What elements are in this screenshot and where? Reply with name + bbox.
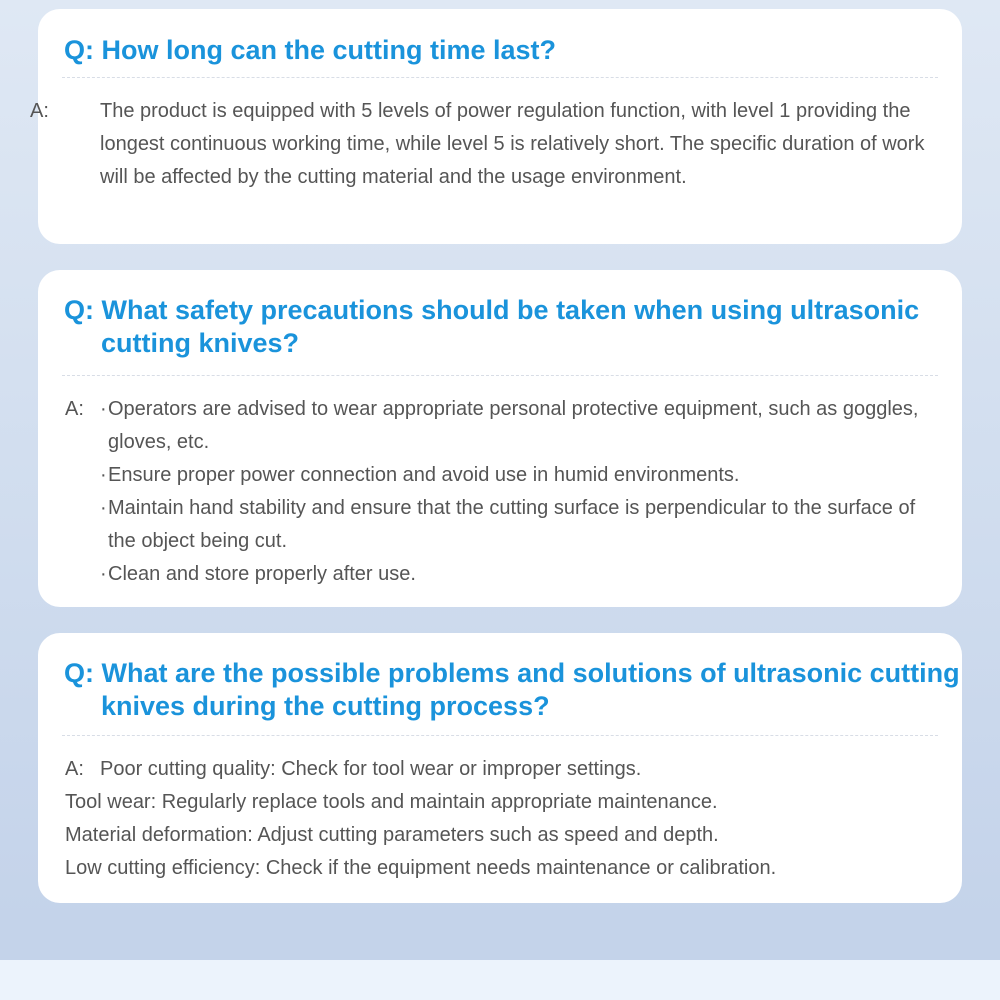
list-item: ·Maintain hand stability and ensure that the cutting surface is perpendicular to the surface of the object being cut. xyxy=(100,492,938,558)
list-item: ·Ensure proper power connection and avoid use in humid environments. xyxy=(100,459,938,492)
bullet-dot: · xyxy=(100,464,107,486)
list-item: ·Clean and store properly after use. xyxy=(100,558,938,591)
faq-card-2 xyxy=(38,270,962,607)
list-item: Material deformation: Adjust cutting parameters such as speed and depth. xyxy=(65,824,719,846)
list-item: Low cutting efficiency: Check if the equipment needs maintenance or calibration. xyxy=(65,857,777,879)
answer-prefix: A: xyxy=(30,100,49,122)
bullet-list xyxy=(100,393,938,591)
divider xyxy=(62,735,938,736)
answer-prefix: A: xyxy=(65,398,84,420)
bullet-dot: · xyxy=(100,497,107,519)
faq-card-3 xyxy=(38,633,962,903)
list-item: ·Operators are advised to wear appropriate personal protective equipment, such as goggles, gloves, etc. xyxy=(100,393,938,459)
bullet-dot: · xyxy=(100,563,107,585)
bottom-band xyxy=(0,960,1000,1000)
bullet-dot: · xyxy=(100,398,107,420)
faq-question-2: Q: What safety precautions should be taken when using ultrasonic cutting knives? xyxy=(64,295,920,358)
answer-text: The product is equipped with 5 levels of power regulation function, with level 1 providing the longest continuous working time, while level 5 is relatively short. The specific duration of work will be affected by the cutting material and the usage environment. xyxy=(100,100,925,188)
divider xyxy=(62,375,938,376)
faq-card-1 xyxy=(30,9,962,244)
faq-answer-1 xyxy=(30,95,938,194)
divider xyxy=(62,77,938,78)
faq-question-1: Q: How long can the cutting time last? xyxy=(64,35,557,65)
list-item: Tool wear: Regularly replace tools and maintain appropriate maintenance. xyxy=(65,791,718,813)
faq-question-3: Q: What are the possible problems and solutions of ultrasonic cutting knives during the cutting process? xyxy=(64,658,960,721)
faq-answer-3 xyxy=(65,753,938,885)
list-item: A: Poor cutting quality: Check for tool wear or improper settings. xyxy=(65,753,938,786)
faq-answer-2 xyxy=(65,393,938,591)
answer-prefix: A: xyxy=(65,758,84,780)
